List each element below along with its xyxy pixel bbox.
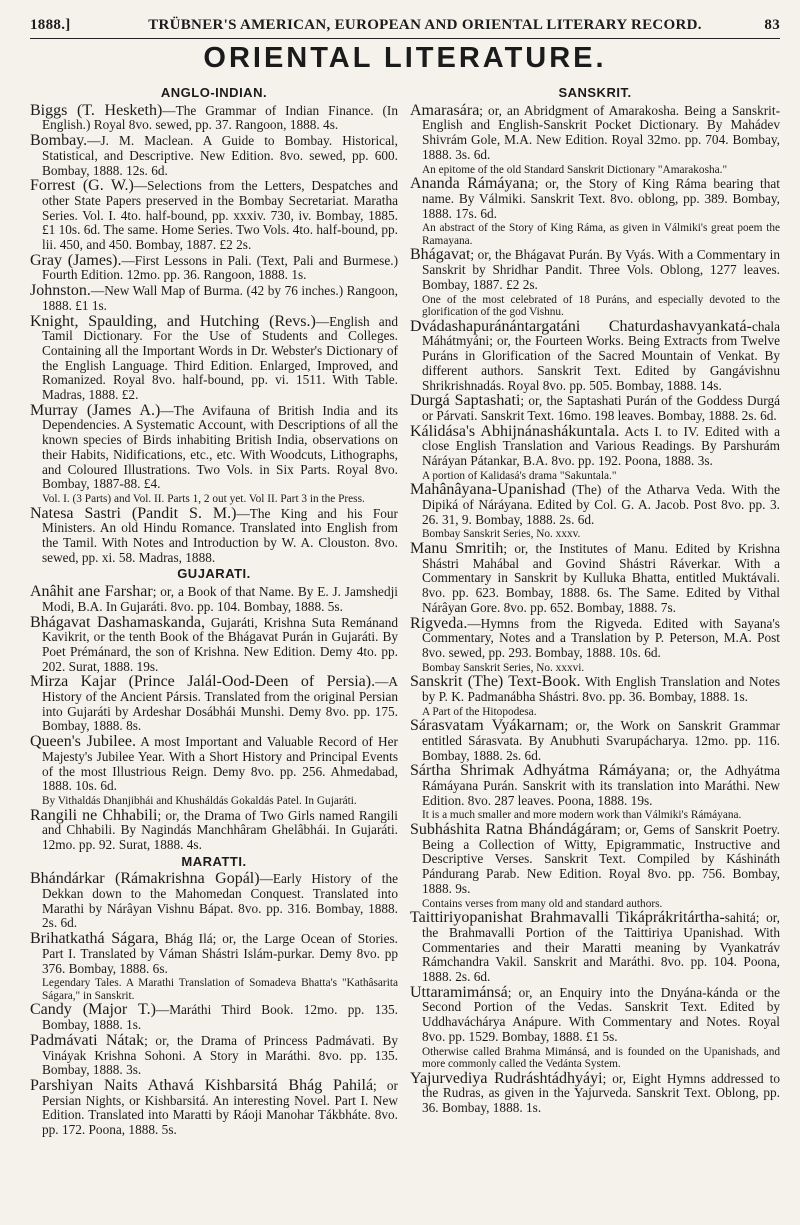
- entry-headword: Rangili ne Chhabili: [30, 806, 158, 824]
- entry-text: A most Important and Valuable Record of Her Majesty's Jubilee Year. With a Short History and Principal Events of the most Illustrious Reign. Demy 8vo. pp. 256. Ahmedabad, 1888. 10s. 6d.: [42, 734, 398, 794]
- catalogue-entry: [410, 614, 780, 661]
- entry-headword: Brihatkathá Ságara,: [30, 930, 159, 948]
- catalogue-entry: [30, 504, 398, 566]
- entry-text: ; or, Eight Hymns addressed to the Rudras, as given in the Yajurveda. Sanskrit Text. Oblong, pp. 36. Bombay, 1888. 1s.: [422, 1070, 780, 1116]
- gujarati-heading: GUJARATI.: [177, 566, 251, 582]
- sanskrit-heading: SANSKRIT.: [558, 85, 632, 100]
- entry-text: Contains verses from many old and standard authors.: [422, 897, 663, 910]
- entry-text: chala Máhátmyáni; or, the Fourteen Works. Being Extracts from Twelve Puráns in Glorification of the Sacred Mountain of Venkat. By different authors. Sanskrit Text. Edited by Gangávishnu Shrikrishnadás. Royal 8vo. pp. 505. Bombay, 1888. 14s.: [422, 318, 780, 393]
- entry-headword: Natesa Sastri (Pandit S. M.): [30, 504, 237, 522]
- entry-text: With English Translation and Notes by P. K. Padmanábha Shástri. 8vo. pp. 36. Bombay, 1888. 1s.: [422, 674, 780, 704]
- entry-text: sahitá; or, the Brahmavalli Portion of the Taittiriya Upanishad. With Commentaries and their Maratti meaning by Vyankatráv Rámchandra Vakil. Sanskrit and Maráthi. 8vo. pp. 104. Poona, 1888. 2s. 6d.: [422, 910, 780, 984]
- catalogue-entry: [30, 179, 398, 253]
- entry-note: [410, 222, 780, 247]
- entry-note: [410, 294, 780, 319]
- entry-text: ; or, the Bhágavat Purán. By Vyás. With a Commentary in Sanskrit by Shridhar Pandit. Three Vols. Oblong, 1277 leaves. Bombay, 1887. £2 2s.: [422, 247, 780, 292]
- header-year: 1888.]: [30, 17, 71, 33]
- catalogue-entry: [410, 317, 780, 394]
- catalogue-entry: [30, 613, 398, 675]
- catalogue-entry: [30, 1031, 398, 1078]
- entry-headword: Sártha Shrimak Adhyátma Rámáyana: [410, 762, 666, 780]
- gujarati-list: [30, 585, 398, 853]
- entry-text: ; or, an Enquiry into the Dnyána-kánda or the Second Portion of the Vedas. Sanskrit Text. Edited by Uddhaváchárya Anápure. With Commentary and Notes. Royal 8vo. pp. 1529. Bombay, 1888. £1 5s.: [422, 984, 780, 1044]
- entry-note: [30, 977, 398, 1002]
- catalogue-entry: [30, 134, 398, 178]
- entry-text: —A History of the Ancient Pársis. Translated from the original Persian into Gujaráti by Ardeshar Dosábhái Munshi. Demy 8vo. pp. 175. Bombay, 1888. 8s.: [42, 674, 398, 734]
- entry-text: ; or, the Work on Sanskrit Grammar entitled Sárasvata. By Anubhuti Svarupácharya. 12mo. pp. 116. Bombay, 1888. 2s. 6d.: [422, 718, 780, 763]
- entry-text: ; or Persian Nights, or Kishbarsitá. An interesting Novel. Part I. New Edition. Translated into Maratti by Ráoji Manohar Tákbháte. 8vo. pp. 172. Poona, 1888. 5s.: [42, 1077, 398, 1138]
- catalogue-entry: [410, 1069, 780, 1116]
- entry-headword: Bhágavat Dashamaskanda,: [30, 613, 205, 631]
- entry-headword: Bhágavat: [410, 246, 471, 264]
- entry-text: —Hymns from the Rigveda. Edited with Sayana's Commentary, Notes and a Translation by P. Peterson, M.A. Post 8vo. sewed, pp. 293. Bombay, 1888. 10s. 6d.: [422, 615, 780, 660]
- catalogue-entry: [410, 719, 780, 763]
- entry-headword: Mahânâyana-Upanishad: [410, 481, 566, 499]
- entry-headword: Uttaramimánsá: [410, 983, 508, 1001]
- entry-text: —The Grammar of Indian Finance. (In English.) Royal 8vo. sewed, pp. 37. Rangoon, 1888. 4s.: [42, 102, 398, 133]
- catalogue-entry: [30, 312, 398, 403]
- page-number: 83: [764, 17, 780, 33]
- entry-headword: Knight, Spaulding, and Hutching (Revs.): [30, 312, 316, 330]
- entry-text: —Early History of the Dekkan down to the Mahomedan Conquest. Translated into Marathi by Nárâyan Vishnu Bápat. 8vo. pp. 316. Bombay, 1888. 2s. 6d.: [42, 871, 398, 931]
- catalogue-entry: [30, 806, 398, 853]
- entry-text: ; or, an Abridgment of Amarakosha. Being a Sanskrit-English and English-Sanskrit Pocket Dictionary. By Mahádev Shivrám Gole, M.A. New Edition. Royal 32mo. pp. 704. Bombay, 1888. 3s. 6d.: [422, 102, 780, 162]
- entry-text: —English and Tamil Dictionary. For the Use of Students and Colleges. Containing all the Important Words in Dr. Webster's Dictionary of the English Language. Third Edition. Enlarged, Improved, and Romanized. Royal 8vo. half-bound, pp. vi. 1511. With Table. Madras, 1888. £2.: [42, 313, 398, 403]
- anglo-indian-heading: ANGLO-INDIAN.: [160, 85, 268, 100]
- entry-headword: Murray (James A.): [30, 401, 161, 419]
- entry-text: ; or, the Adhyátma Rámáyana Purán. Sanskrit with its translation into Maráthi. New Edition. 8vo. 287 leaves. Poona, 1888. 19s.: [422, 763, 780, 808]
- entry-headword: Durgá Saptashati: [410, 392, 521, 410]
- entry-headword: Sanskrit (The) Text-Book.: [410, 673, 581, 691]
- entry-headword: Yajurvediya Rudráshtádhyáyi: [410, 1069, 603, 1087]
- running-header: [30, 12, 780, 39]
- entry-text: ; or, Gems of Sanskrit Poetry. Being a Collection of Witty, Epigrammatic, Instructive and Descriptive Verses. Sanskrit Text. Compiled by Káshináth Pándurang Parab. New Edition. Royal 8vo. pp. 756. Bombay, 1888. 9s.: [422, 822, 780, 896]
- sanskrit-list: [410, 101, 780, 1116]
- entry-headword: Gray (James).: [30, 251, 122, 269]
- header-title: TRÜBNER'S AMERICAN, EUROPEAN AND ORIENTAL LITERARY RECORD.: [148, 17, 702, 33]
- entry-text: A Part of the Hitopodesa.: [422, 705, 537, 718]
- entry-headword: Kálidása's Abhijnánashákuntala.: [410, 422, 620, 440]
- entry-text: Otherwise called Brahma Mimánsá, and is founded on the Upanishads, and more commonly called the Vedánta System.: [422, 1045, 780, 1071]
- catalogue-entry: [30, 735, 398, 794]
- entry-text: —J. M. Maclean. A Guide to Bombay. Historical, Statistical, and Descriptive. New Edition. 8vo. sewed, pp. 600. Bombay, 1888. 12s. 6d.: [42, 133, 398, 178]
- entry-headword: Rigveda.: [410, 614, 468, 632]
- marathi-list: [30, 872, 398, 1137]
- entry-text: Vol. I. (3 Parts) and Vol. II. Parts 1, 2 out yet. Vol II. Part 3 in the Press.: [42, 492, 365, 505]
- entry-text: An abstract of the Story of King Ráma, as given in Válmiki's great poem the Ramayana.: [422, 222, 780, 247]
- catalogue-entry: [30, 1003, 398, 1032]
- anglo-indian-list: [30, 101, 398, 566]
- entry-headword: Ananda Rámáyana: [410, 175, 535, 193]
- entry-text: Acts I. to IV. Edited with a close English Translation and Various Readings. By Parshurám Náráyan Pátankar, B.A. 8vo. pp. 192. Poona, 1888. 3s.: [422, 423, 780, 469]
- catalogue-entry: [30, 284, 398, 313]
- catalogue-entry: [410, 101, 780, 163]
- entry-headword: Parshiyan Naits Athavá Kishbarsitá Bhág Pahilá: [30, 1076, 374, 1094]
- catalogue-entry: [410, 675, 780, 704]
- catalogue-entry: [30, 872, 398, 931]
- entry-headword: Taittiriyopanishat Brahmavalli Tikáprákritártha-: [410, 909, 725, 927]
- catalogue-entry: [30, 251, 398, 283]
- entry-headword: Subháshita Ratna Bhándágáram: [410, 821, 617, 839]
- entry-headword: Johnston.: [30, 282, 91, 300]
- entry-headword: Manu Smritih: [410, 540, 504, 558]
- entry-headword: Padmávati Nátak: [30, 1031, 145, 1049]
- entry-text: —New Wall Map of Burma. (42 by 76 inches.) Rangoon, 1888. £1 1s.: [42, 283, 398, 313]
- entry-note: [410, 1046, 780, 1071]
- entry-text: It is a much smaller and more modern work than Válmiki's Rámáyana.: [422, 809, 742, 822]
- entry-text: —Selections from the Letters, Despatches and other State Papers preserved in the Bombay Secretariat. Maratha Series. Vol. I. 4to. half-bound, pp. xxxiv. 730, iv. Bombay, 1885. £1 10s. 6d. The same. Home Series. Two Vols. 4to. half-bound, pp. lii. 450, and 450. Bombay, 1887. £2 2s.: [42, 178, 398, 253]
- catalogue-entry: [410, 823, 780, 897]
- entry-text: One of the most celebrated of 18 Puráns, and especially devoted to the glorification of the god Vishnu.: [422, 293, 780, 319]
- entry-text: (The) of the Atharva Veda. With the Dipiká of Náráyana. Edited by Col. G. A. Jacob. Post 8vo. pp. 3. 26. 31, 9. Bombay, 1888. 2s. 6d.: [422, 482, 780, 527]
- entry-text: ; or, the Story of King Ráma bearing that name. By Válmiki. Sanskrit Text. 8vo. oblong, pp. 389. Bombay, 1888. 17s. 6d.: [422, 176, 780, 221]
- catalogue-entry: [410, 483, 780, 527]
- catalogue-entry: [410, 394, 780, 423]
- entry-headword: Mirza Kajar (Prince Jalál-Ood-Deen of Persia).: [30, 673, 376, 691]
- entry-text: —The Avifauna of British India and its Dependencies. A Systematic Account, with Descriptions of all the known species of Birds inhabiting British India, observations on their Habits, Nidifications, etc., etc. With Woodcuts, Lithographs, and Coloured Illustrations. Two Vols. in Six Parts. Royal 8vo. Bombay, 1887-88. £4.: [42, 402, 398, 492]
- entry-text: Bombay Sanskrit Series, No. xxxv.: [422, 528, 581, 541]
- catalogue-entry: [410, 764, 780, 808]
- entry-text: Bhág Ilá; or, the Large Ocean of Stories. Part I. Translated by Váman Shástri Islám-purkar. Demy 8vo. pp 376. Bombay, 1888. 6s.: [42, 931, 398, 976]
- marathi-heading: MARATTI.: [181, 853, 247, 869]
- catalogue-entry: [410, 911, 780, 985]
- entry-text: By Vithaldás Dhanjibhái and Khusháldás Gokaldás Patel. In Gujaráti.: [42, 794, 357, 807]
- entry-text: —The King and his Four Ministers. An old Hindu Romance. Translated into English from the Tamil. With Notes and Introduction by W. A. Clouston. 8vo. sewed, pp. xi. 58. Madras, 1888.: [42, 505, 398, 565]
- catalogue-entry: [30, 675, 398, 734]
- entry-headword: Forrest (G. W.): [30, 177, 134, 195]
- entry-text: ; or, the Drama of Two Girls named Rangili and Chhabili. By Nagindás Manchhâram Ghelâbhái. In Gujaráti. 12mo. pp. 92. Surat, 1888. 4s.: [42, 807, 398, 852]
- section-title: ORIENTAL LITERATURE.: [203, 42, 607, 74]
- entry-text: —First Lessons in Pali. (Text, Pali and Burmese.) Fourth Edition. 12mo. pp. 36. Rangoon, 1888. 1s.: [42, 252, 398, 283]
- entry-text: ; or, a Book of that Name. By E. J. Jamshedji Modi, B.A. In Gujaráti. 8vo. pp. 104. Bombay, 1888. 5s.: [42, 584, 398, 614]
- entry-text: Gujaráti, Krishna Suta Remánand Kavikrit, or the tenth Book of the Bhágavat Purán in Gujaráti. By Poet Prémánard, the son of Krishna. New Edition. Demy 4to. pp. 202. Surat, 1888. 19s.: [42, 614, 398, 674]
- catalogue-entry: [30, 585, 398, 614]
- entry-headword: Amarasára: [410, 101, 480, 119]
- entry-headword: Bhándárkar (Rámakrishna Gopál): [30, 870, 260, 888]
- entry-headword: Sárasvatam Vyákarnam: [410, 717, 565, 735]
- entry-text: ; or, the Institutes of Manu. Edited by Krishna Shástri Mahábal and Govind Shástri Ráverkar. With a Commentary in Sanskrit by Kulluka Bhatta, entitled Muktávali. 8vo. pp. 623. Bombay, 1888. 6s. The Same. Edited by Vithal Nárâyan Gore. 8vo. pp. 652. Bombay, 1888. 7s.: [422, 541, 780, 615]
- catalogue-entry: [30, 101, 398, 133]
- entry-text: ; or, the Saptashati Purán of the Goddess Durgá or Párvati. Sanskrit Text. 16mo. 198 leaves. Bombay, 1888. 2s. 6d.: [422, 393, 780, 423]
- left-column: [30, 84, 398, 1214]
- entry-text: ; or, the Drama of Princess Padmávati. By Vináyak Krishna Sohoni. A Story in Maráthi. 8vo. pp. 135. Bombay, 1888. 3s.: [42, 1032, 398, 1078]
- entry-text: An epitome of the old Standard Sanskrit Dictionary "Amarakosha.": [422, 163, 728, 176]
- entry-text: —Maráthi Third Book. 12mo. pp. 135. Bombay, 1888. 1s.: [42, 1002, 398, 1033]
- catalogue-entry: [410, 422, 780, 469]
- catalogue-entry: [30, 932, 398, 976]
- catalogue-entry: [30, 401, 398, 492]
- entry-headword: Biggs (T. Hesketh): [30, 101, 163, 119]
- entry-text: Bombay Sanskrit Series, No. xxxvi.: [422, 661, 585, 674]
- entry-headword: Dvádashapuránántargatáni Chaturdashavyankatá-: [410, 317, 752, 335]
- entry-headword: Anâhit ane Farshar: [30, 583, 153, 601]
- catalogue-entry: [410, 542, 780, 616]
- catalogue-entry: [30, 1076, 398, 1138]
- right-column: [410, 84, 780, 1214]
- entry-text: Legendary Tales. A Marathi Translation of Somadeva Bhatta's "Kathâsarita Ságara," in Sanskrit.: [42, 977, 398, 1002]
- entry-headword: Candy (Major T.): [30, 1001, 156, 1019]
- catalogue-entry: [410, 177, 780, 221]
- entry-headword: Queen's Jubilee.: [30, 733, 136, 751]
- catalogue-entry: [410, 983, 780, 1045]
- entry-text: A portion of Kalidasá's drama "Sakuntala.": [422, 469, 617, 482]
- catalogue-entry: [410, 248, 780, 292]
- entry-headword: Bombay.: [30, 132, 88, 150]
